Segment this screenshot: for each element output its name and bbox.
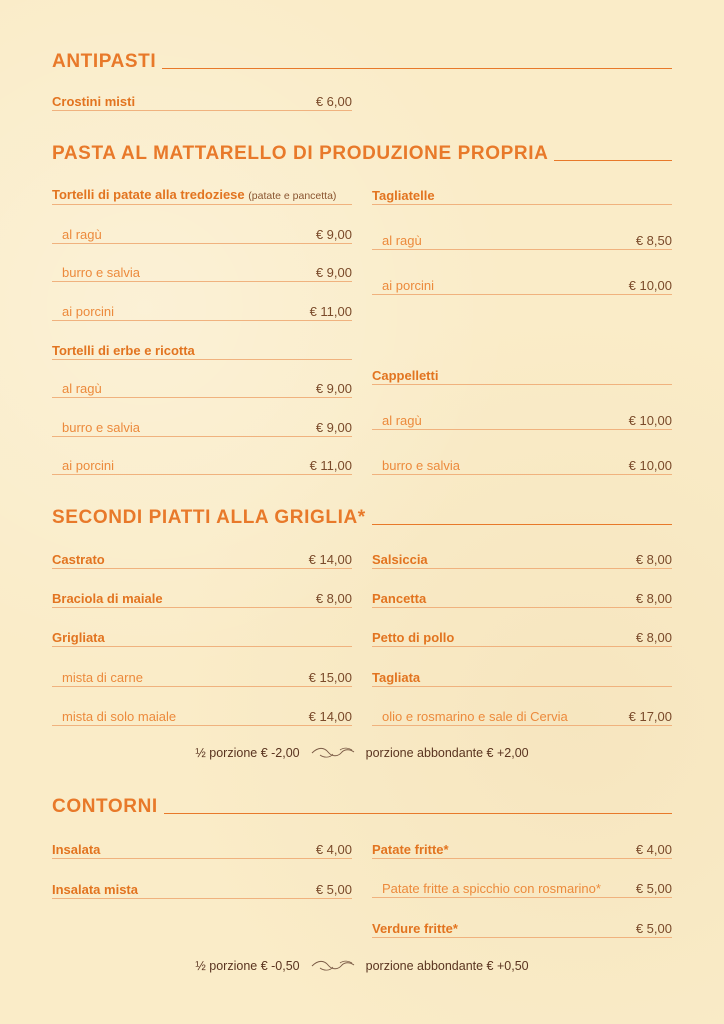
flourish-icon — [310, 959, 356, 973]
portion-note-secondi: ½ porzione € -2,00 porzione abbondante € +2,00 — [195, 746, 529, 760]
menu-item-braciola: Braciola di maiale € 8,00 — [52, 591, 352, 606]
menu-item-pollo: Petto di pollo € 8,00 — [372, 630, 672, 645]
dish-tagliata: Tagliata — [372, 668, 672, 687]
heading-rule — [164, 813, 672, 814]
menu-item: al ragù € 8,50 — [372, 231, 672, 250]
menu-item: burro e salvia € 9,00 — [52, 418, 352, 437]
dish-cappelletti: Cappelletti — [372, 366, 672, 385]
menu-item-salsiccia: Salsiccia € 8,00 — [372, 552, 672, 567]
menu-item-insalata-mista: Insalata mista € 5,00 — [52, 882, 352, 897]
menu-item: ai porcini € 11,00 — [52, 302, 352, 321]
menu-item: al ragù € 10,00 — [372, 411, 672, 430]
menu-item: mista di carne € 15,00 — [52, 668, 352, 687]
heading-rule — [372, 524, 672, 525]
menu-item-verdure-fritte: Verdure fritte* € 5,00 — [372, 921, 672, 936]
menu-item: al ragù € 9,00 — [52, 225, 352, 244]
menu-item-crostini: Crostini misti € 6,00 — [52, 94, 352, 109]
menu-item-patate-spicchio: Patate fritte a spicchio con rosmarino* € 5,00 — [372, 879, 672, 898]
menu-item-pancetta: Pancetta € 8,00 — [372, 591, 672, 606]
menu-item-patate-fritte: Patate fritte* € 4,00 — [372, 842, 672, 857]
menu-item-castrato: Castrato € 14,00 — [52, 552, 352, 567]
flourish-icon — [310, 746, 356, 760]
menu-item: olio e rosmarino e sale di Cervia € 17,00 — [372, 707, 672, 726]
menu-item: al ragù € 9,00 — [52, 379, 352, 398]
menu-item: burro e salvia € 10,00 — [372, 456, 672, 475]
menu-item: burro e salvia € 9,00 — [52, 263, 352, 282]
heading-rule — [554, 160, 672, 161]
menu-item-insalata: Insalata € 4,00 — [52, 842, 352, 857]
antipasti-heading: ANTIPASTI — [52, 52, 672, 71]
contorni-heading: CONTORNI — [52, 797, 672, 816]
menu-item: ai porcini € 10,00 — [372, 276, 672, 295]
dish-tortelli-erbe: Tortelli di erbe e ricotta — [52, 341, 352, 360]
menu-item: mista di solo maiale € 14,00 — [52, 707, 352, 726]
dish-tortelli-patate: Tortelli di patate alla tredoziese (patate e pancetta) — [52, 186, 352, 205]
portion-note-contorni: ½ porzione € -0,50 porzione abbondante € +0,50 — [195, 959, 529, 973]
dish-tagliatelle: Tagliatelle — [372, 186, 672, 205]
heading-rule — [162, 68, 672, 69]
pasta-heading: PASTA AL MATTARELLO DI PRODUZIONE PROPRIA — [52, 144, 672, 163]
menu-item: ai porcini € 11,00 — [52, 456, 352, 475]
secondi-heading: SECONDI PIATTI ALLA GRIGLIA* — [52, 508, 672, 527]
dish-grigliata: Grigliata — [52, 628, 352, 647]
